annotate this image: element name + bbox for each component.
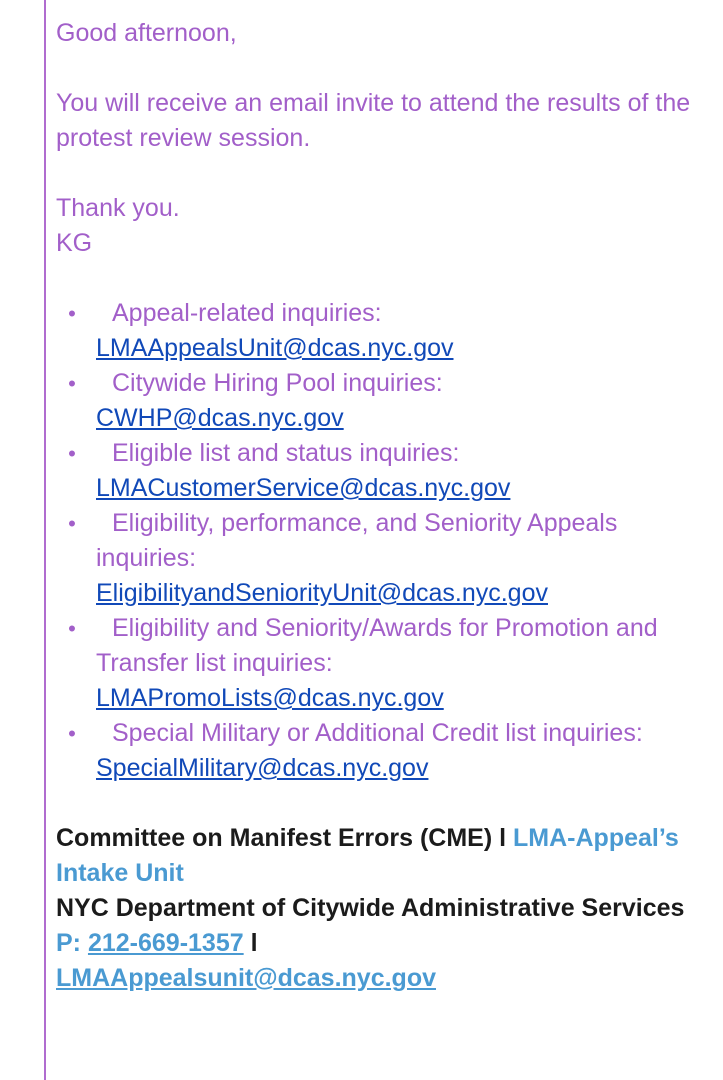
separator: l: [492, 824, 514, 852]
unit-name: LMA-Appeal’s Intake Unit: [56, 824, 679, 887]
email-link[interactable]: SpecialMilitary@dcas.nyc.gov: [96, 754, 429, 782]
separator: l: [243, 929, 258, 957]
quote-bar: [44, 0, 46, 1080]
inquiry-label: Citywide Hiring Pool inquiries:: [112, 369, 443, 397]
email-link[interactable]: LMACustomerService@dcas.nyc.gov: [96, 474, 511, 502]
sender-initials: KG: [56, 229, 93, 257]
email-signature: [56, 821, 696, 996]
bullet-icon: •: [68, 441, 76, 466]
phone-prefix: P:: [56, 929, 88, 957]
bullet-icon: •: [68, 616, 76, 641]
message-text: You will receive an email invite to attend the results of the protest review session.: [56, 89, 691, 152]
committee-name: Committee on Manifest Errors (CME): [56, 824, 493, 852]
department-name: NYC Department of Citywide Administrative Services: [56, 894, 685, 922]
list-item: [56, 436, 696, 506]
bullet-icon: •: [68, 511, 76, 536]
closing: Thank you.: [56, 194, 180, 222]
greeting: Good afternoon,: [56, 19, 237, 47]
email-link[interactable]: LMAPromoLists@dcas.nyc.gov: [96, 684, 444, 712]
list-item: [56, 296, 696, 366]
inquiry-label: Eligibility and Seniority/Awards for Promotion and Transfer list inquiries:: [96, 614, 658, 677]
email-link[interactable]: EligibilityandSeniorityUnit@dcas.nyc.gov: [96, 579, 548, 607]
inquiry-label: Special Military or Additional Credit list inquiries:: [112, 719, 643, 747]
email-link[interactable]: LMAAppealsUnit@dcas.nyc.gov: [96, 334, 454, 362]
bullet-icon: •: [68, 721, 76, 746]
signature-email-link[interactable]: LMAAppealsunit@dcas.nyc.gov: [56, 964, 436, 992]
phone-link[interactable]: 212-669-1357: [87, 929, 244, 957]
list-item: [56, 611, 696, 716]
list-item: [56, 506, 696, 611]
list-item: [56, 716, 696, 786]
inquiry-label: Appeal-related inquiries:: [112, 299, 382, 327]
email-link[interactable]: CWHP@dcas.nyc.gov: [96, 404, 344, 432]
inquiry-label: Eligible list and status inquiries:: [112, 439, 460, 467]
bullet-icon: •: [68, 301, 76, 326]
inquiry-list: [56, 296, 696, 786]
inquiry-label: Eligibility, performance, and Seniority Appeals inquiries:: [96, 509, 618, 572]
signature-email-line: [56, 961, 696, 996]
phone-line: [56, 926, 696, 961]
email-body: [56, 16, 696, 996]
signature-line-1: [56, 821, 696, 891]
list-item: [56, 366, 696, 436]
bullet-icon: •: [68, 371, 76, 396]
